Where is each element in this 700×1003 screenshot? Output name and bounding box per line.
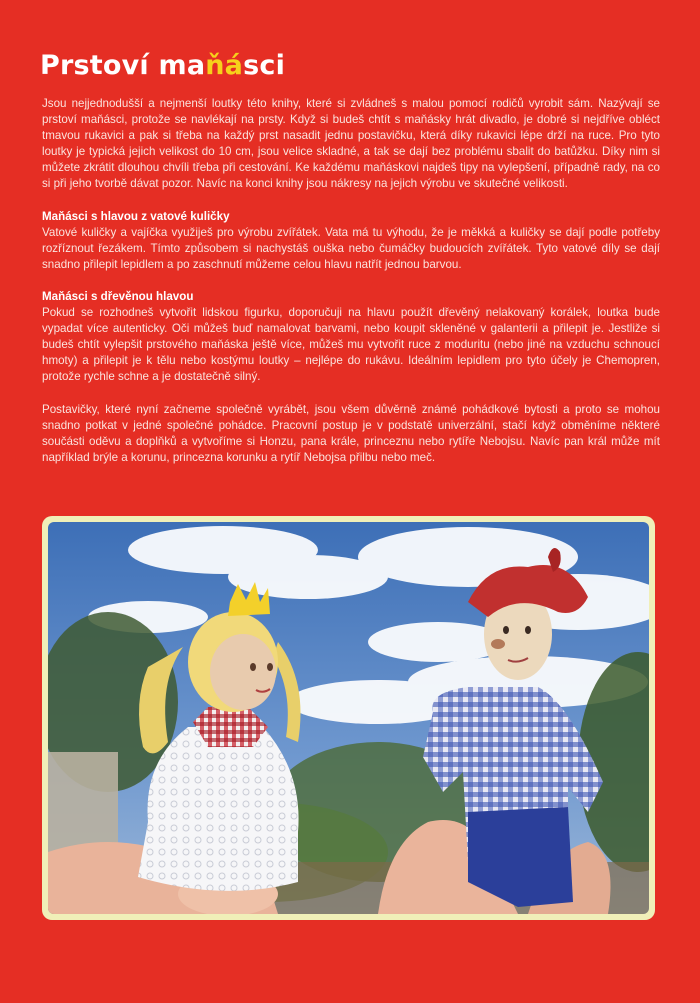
section1-paragraph: Vatové kuličky a vajíčka využiješ pro výrobu zvířátek. Vata má tu výhodu, že je měkká a kuličky se dají podle potřeby rozříznout řezákem. Tímto způsobem si nachystáš ouška nebo čumáčky budoucích zvířátek. Tyto vatové díly se dají snadno přilepit lepidlem a po zaschnutí můžeme celou hlavu natřít jednou barvou. <box>42 225 660 271</box>
article-body <box>42 96 660 482</box>
section2-heading: Maňásci s dřevěnou hlavou <box>42 289 194 303</box>
intro-paragraph: Jsou nejjednodušší a nejmenší loutky této knihy, které si zvládneš s malou pomocí rodičů vyrobit sám. Nazývají se prstoví maňásci, protože se navlékají na prsty. Když si budeš chtít s maňásky hrát divadlo, je dobré si nejdříve obléct tmavou rukavici a pak si třeba na každý prst nasadit jednu postavičku, která díky rukavici lépe drží na ruce. Pro tyto loutky je typická jejich velikost do 10 cm, jsou velice skladné, a tak se dají bez problému sbalit do batůžku. Díky nim si můžete zkrátit dlouhou chvíli třeba při cestování. Ke každému maňáskovi najdeš tipy na vylepšení, případně rady, na co si při jeho tvorbě dávat pozor. Navíc na konci knihy jsou nákresy na jejich výrobu ve skutečné velikosti. <box>42 97 660 191</box>
puppet-photo-frame <box>42 516 655 920</box>
page-title <box>40 50 285 81</box>
title-suffix: sci <box>243 50 286 81</box>
section1-heading: Maňásci s hlavou z vatové kuličky <box>42 209 230 223</box>
title-prefix: Prstoví ma <box>40 50 206 81</box>
title-highlight: ňá <box>205 50 244 81</box>
closing-paragraph: Postavičky, které nyní začneme společně vyrábět, jsou všem důvěrně známé pohádkové bytosti a proto se mohou snadno potkat v jedné společné pohádce. Pracovní postup je v podstatě univerzální, stačí když obměníme některé součásti oděvu a doplňků a vytvoříme si Honzu, pana krále, princeznu nebo rytíře Nebojsu. Navíc pan král může mít například brýle a korunu, princezna korunku a rytíř Nebojsa přilbu nebo meč. <box>42 402 660 464</box>
puppet-photo <box>48 522 649 914</box>
section2-paragraph: Pokud se rozhodneš vytvořit lidskou figurku, doporučuji na hlavu použít dřevěný nelakovaný korálek, loutka bude vypadat více autenticky. Oči můžeš buď namalovat barvami, nebo koupit skleněné v galanterii a přilepit je. Jestliže si budeš chtít vylepšit prstového maňáska ještě více, můžeš mu vytvořit ruce z moduritu (nebo jiné na vzduchu schnoucí hmoty) a přilepit je k tělu nebo kostýmu loutky – nejlépe do rukávu. Ideálním lepidlem pro tyto účely je Chemopren, protože rychle schne a je dostatečně silný. <box>42 306 660 384</box>
